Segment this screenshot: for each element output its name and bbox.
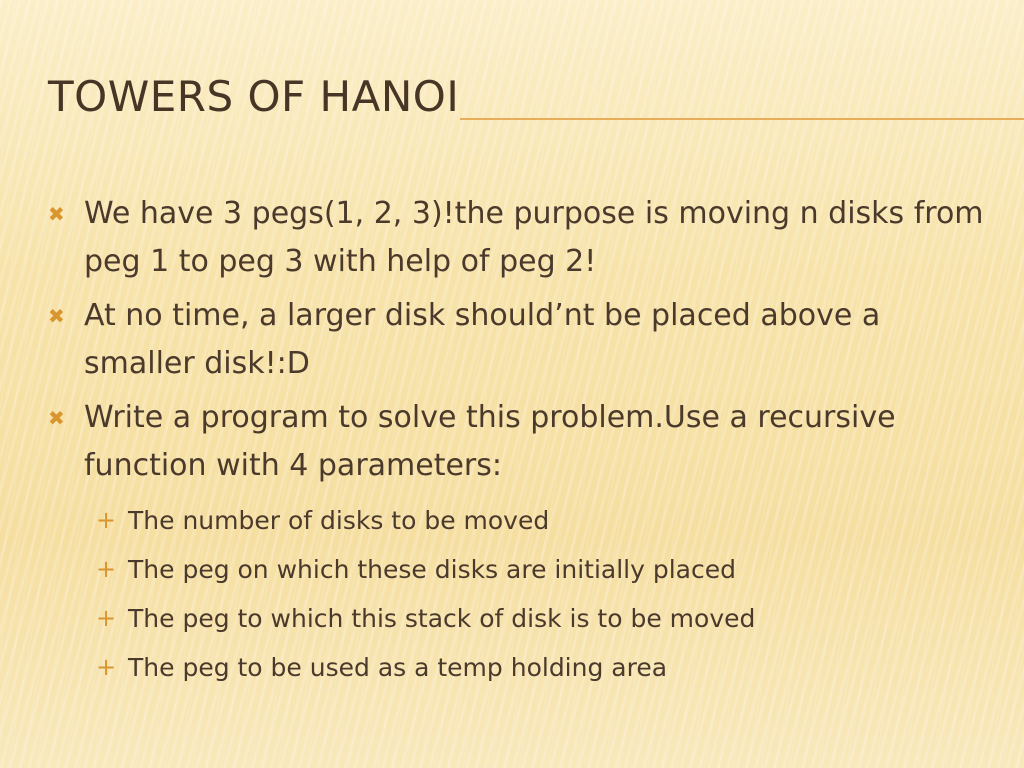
bullet-item bbox=[46, 394, 986, 490]
bullet-text: Write a program to solve this problem.Use a recursive function with 4 parameters: bbox=[84, 400, 896, 483]
plus-icon: + bbox=[96, 604, 117, 632]
sub-bullet-text: The number of disks to be moved bbox=[128, 506, 550, 535]
x-mark-icon: ✖ bbox=[48, 202, 65, 226]
sub-bullet-list bbox=[46, 496, 986, 692]
x-mark-icon: ✖ bbox=[48, 406, 65, 430]
plus-icon: + bbox=[96, 506, 117, 534]
title-divider bbox=[460, 118, 1024, 120]
sub-bullet-text: The peg on which these disks are initially placed bbox=[128, 555, 736, 584]
sub-bullet-item bbox=[46, 643, 986, 692]
sub-bullet-item bbox=[46, 594, 986, 643]
bullet-item bbox=[46, 190, 986, 286]
x-mark-icon: ✖ bbox=[48, 304, 65, 328]
slide-content bbox=[46, 190, 986, 692]
bullet-text: We have 3 pegs(1, 2, 3)!the purpose is moving n disks from peg 1 to peg 3 with help of peg 2! bbox=[84, 196, 984, 279]
sub-bullet-item bbox=[46, 545, 986, 594]
plus-icon: + bbox=[96, 653, 117, 681]
slide-title: TOWERS OF HANOI bbox=[48, 72, 460, 121]
plus-icon: + bbox=[96, 555, 117, 583]
bullet-text: At no time, a larger disk should’nt be placed above a smaller disk!:D bbox=[84, 298, 881, 381]
sub-bullet-text: The peg to which this stack of disk is to be moved bbox=[128, 604, 756, 633]
bullet-item bbox=[46, 292, 986, 388]
sub-bullet-text: The peg to be used as a temp holding area bbox=[128, 653, 668, 682]
sub-bullet-item bbox=[46, 496, 986, 545]
